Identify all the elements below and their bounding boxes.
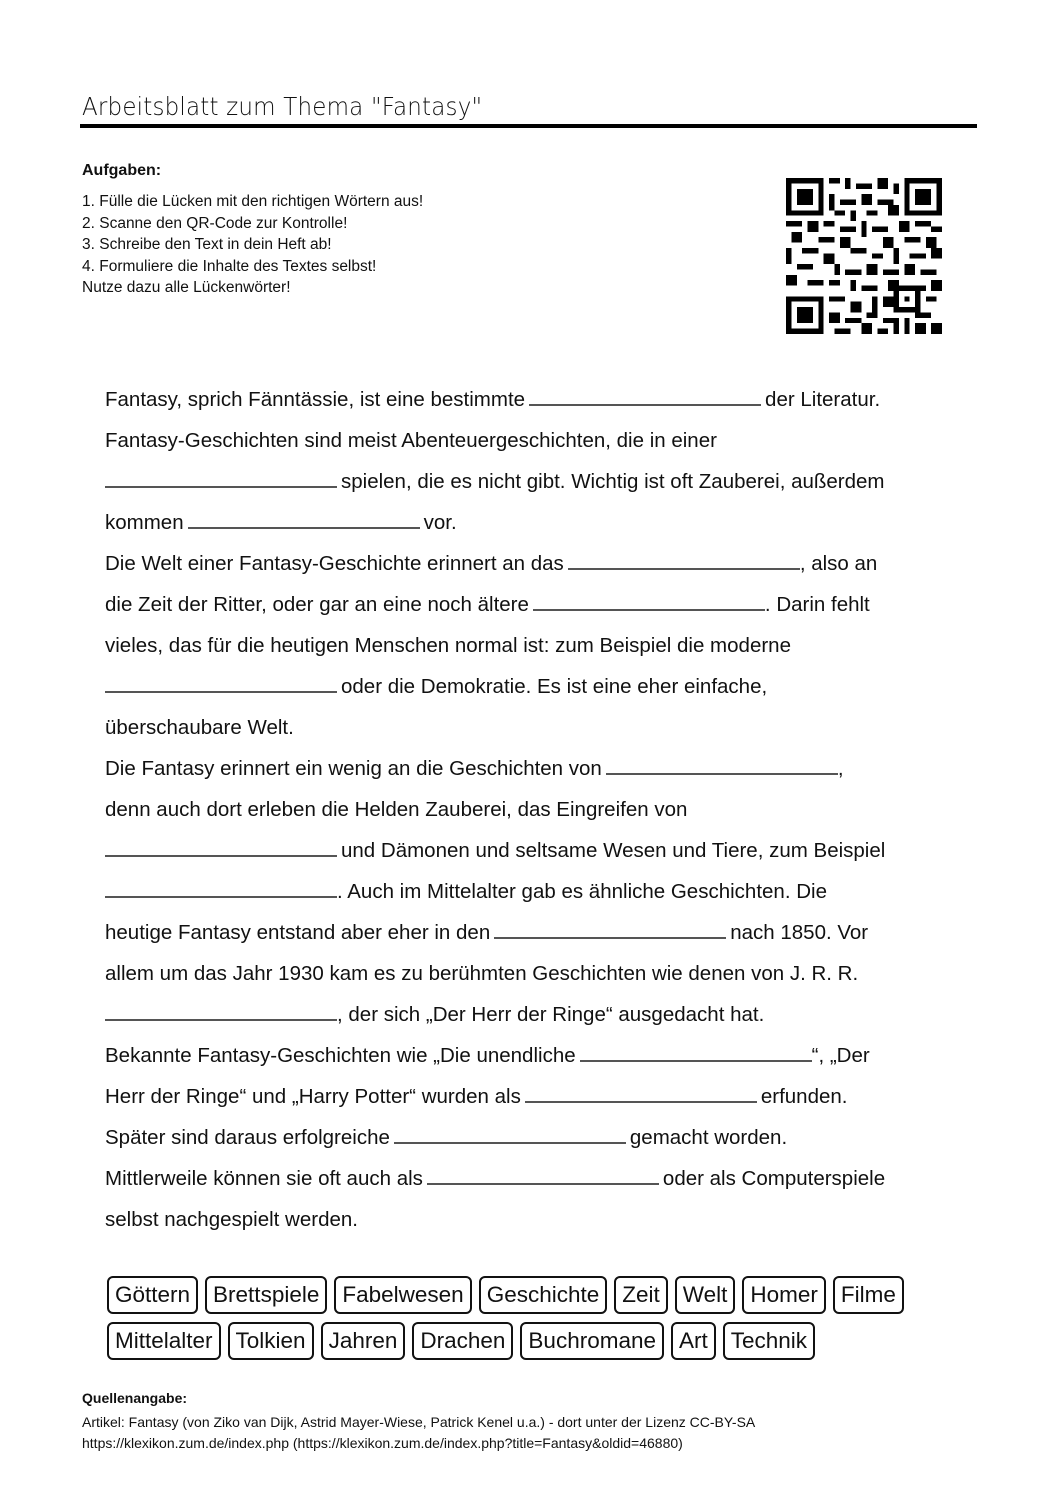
cloze-line: [105, 789, 687, 830]
cloze-text-segment: nach 1850. Vor: [730, 921, 869, 944]
cloze-line: [105, 1158, 885, 1199]
cloze-line: [105, 379, 880, 420]
cloze-text-segment: Die Welt einer Fantasy-Geschichte erinnert an das: [105, 552, 564, 575]
blank-gap[interactable]: [529, 384, 761, 406]
cloze-text-segment: und Dämonen und seltsame Wesen und Tiere, zum Beispiel: [341, 839, 886, 862]
blank-gap[interactable]: [105, 999, 337, 1021]
word-card[interactable]: Filme: [833, 1276, 904, 1314]
cloze-text-segment: allem um das Jahr 1930 kam es zu berühmten Geschichten wie denen von J. R. R.: [105, 962, 859, 985]
cloze-line: [105, 584, 870, 625]
cloze-text-segment: , also an: [799, 552, 878, 575]
cloze-text-segment: , der sich „Der Herr der Ringe“ ausgedacht hat.: [337, 1003, 765, 1026]
cloze-text-segment: . Auch im Mittelalter gab es ähnliche Geschichten. Die: [337, 880, 827, 903]
cloze-line: [105, 666, 767, 707]
cloze-line: [105, 707, 294, 748]
cloze-line: [105, 461, 885, 502]
word-card[interactable]: Homer: [742, 1276, 826, 1314]
cloze-text-segment: Fantasy-Geschichten sind meist Abenteuergeschichten, die in einer: [105, 429, 717, 452]
cloze-text-segment: erfunden.: [760, 1085, 848, 1108]
task-item: 2. Scanne den QR-Code zur Kontrolle!: [82, 214, 348, 232]
cloze-line: [105, 912, 868, 953]
word-card[interactable]: Art: [671, 1322, 716, 1360]
word-card[interactable]: Göttern: [107, 1276, 198, 1314]
cloze-line: [105, 1035, 870, 1076]
cloze-text-segment: “, „Der: [811, 1044, 870, 1067]
cloze-text-segment: Herr der Ringe“ und „Harry Potter“ wurden als: [105, 1085, 521, 1108]
word-bank-row: [107, 1276, 904, 1314]
cloze-line: [105, 953, 858, 994]
cloze-line: [105, 830, 885, 871]
word-card[interactable]: Drachen: [412, 1322, 513, 1360]
cloze-line: [105, 1117, 787, 1158]
blank-gap[interactable]: [427, 1163, 659, 1185]
word-card[interactable]: Mittelalter: [107, 1322, 221, 1360]
blank-gap[interactable]: [606, 753, 838, 775]
word-card[interactable]: Zeit: [614, 1276, 668, 1314]
cloze-text-segment: vieles, das für die heutigen Menschen normal ist: zum Beispiel die moderne: [105, 634, 791, 657]
title-divider: [80, 124, 977, 128]
task-list: [82, 191, 423, 299]
cloze-text-segment: gemacht worden.: [629, 1126, 788, 1149]
word-card[interactable]: Geschichte: [479, 1276, 608, 1314]
cloze-text-segment: spielen, die es nicht gibt. Wichtig ist oft Zauberei, außerdem: [341, 470, 885, 493]
word-card[interactable]: Technik: [723, 1322, 815, 1360]
source-heading: Quellenangabe:: [82, 1390, 188, 1406]
source-line: Artikel: Fantasy (von Ziko van Dijk, Astrid Mayer-Wiese, Patrick Kenel u.a.) - dort unter der Lizenz CC-BY-SA: [82, 1414, 756, 1430]
word-bank-row: [107, 1322, 815, 1360]
cloze-text-segment: kommen: [105, 511, 184, 534]
cloze-text-segment: . Darin fehlt: [764, 593, 870, 616]
qr-code-icon[interactable]: [786, 178, 942, 334]
blank-gap[interactable]: [105, 876, 337, 898]
blank-gap[interactable]: [580, 1040, 812, 1062]
word-card[interactable]: Buchromane: [520, 1322, 664, 1360]
cloze-text-segment: vor.: [423, 511, 457, 534]
blank-gap[interactable]: [105, 466, 337, 488]
source-text: [82, 1412, 755, 1454]
cloze-line: [105, 1199, 358, 1240]
cloze-text-segment: Bekannte Fantasy-Geschichten wie „Die unendliche: [105, 1044, 576, 1067]
word-card[interactable]: Tolkien: [228, 1322, 314, 1360]
blank-gap[interactable]: [105, 835, 337, 857]
cloze-line: [105, 748, 844, 789]
blank-gap[interactable]: [105, 671, 337, 693]
cloze-text-segment: oder die Demokratie. Es ist eine eher einfache,: [341, 675, 768, 698]
word-card[interactable]: Fabelwesen: [334, 1276, 471, 1314]
page-title: Arbeitsblatt zum Thema "Fantasy": [82, 92, 483, 121]
word-card[interactable]: Brettspiele: [205, 1276, 327, 1314]
cloze-text-segment: selbst nachgespielt werden.: [105, 1208, 358, 1231]
cloze-line: [105, 502, 457, 543]
cloze-text-segment: ,: [837, 757, 844, 780]
word-card[interactable]: Jahren: [321, 1322, 406, 1360]
cloze-text-segment: denn auch dort erleben die Helden Zauberei, das Eingreifen von: [105, 798, 688, 821]
cloze-line: [105, 543, 877, 584]
blank-gap[interactable]: [394, 1122, 626, 1144]
cloze-line: [105, 1076, 847, 1117]
cloze-text-segment: Später sind daraus erfolgreiche: [105, 1126, 390, 1149]
blank-gap[interactable]: [494, 917, 726, 939]
cloze-text-segment: die Zeit der Ritter, oder gar an eine noch ältere: [105, 593, 529, 616]
cloze-line: [105, 625, 791, 666]
cloze-text-segment: überschaubare Welt.: [105, 716, 294, 739]
source-link[interactable]: https://klexikon.zum.de/index.php (https://klexikon.zum.de/index.php?title=Fantasy&oldid=46880): [82, 1435, 683, 1451]
cloze-text-segment: Fantasy, sprich Fänntässie, ist eine bestimmte: [105, 388, 526, 411]
task-item: 1. Fülle die Lücken mit den richtigen Wörtern aus!: [82, 193, 424, 210]
cloze-text-segment: Die Fantasy erinnert ein wenig an die Geschichten von: [105, 757, 602, 780]
blank-gap[interactable]: [188, 507, 420, 529]
cloze-text-segment: Mittlerweile können sie oft auch als: [105, 1167, 423, 1190]
blank-gap[interactable]: [525, 1081, 757, 1103]
tasks-heading: Aufgaben:: [82, 162, 162, 179]
word-card[interactable]: Welt: [675, 1276, 736, 1314]
cloze-line: [105, 420, 717, 461]
cloze-line: [105, 994, 764, 1035]
task-item: Nutze dazu alle Lückenwörter!: [82, 279, 291, 296]
cloze-text-segment: heutige Fantasy entstand aber eher in den: [105, 921, 491, 944]
task-item: 3. Schreibe den Text in dein Heft ab!: [82, 236, 332, 253]
cloze-line: [105, 871, 827, 912]
task-item: 4. Formuliere die Inhalte des Textes selbst!: [82, 257, 377, 275]
blank-gap[interactable]: [533, 589, 765, 611]
blank-gap[interactable]: [568, 548, 800, 570]
cloze-text-segment: der Literatur.: [765, 388, 881, 411]
cloze-text-segment: oder als Computerspiele: [662, 1167, 886, 1190]
